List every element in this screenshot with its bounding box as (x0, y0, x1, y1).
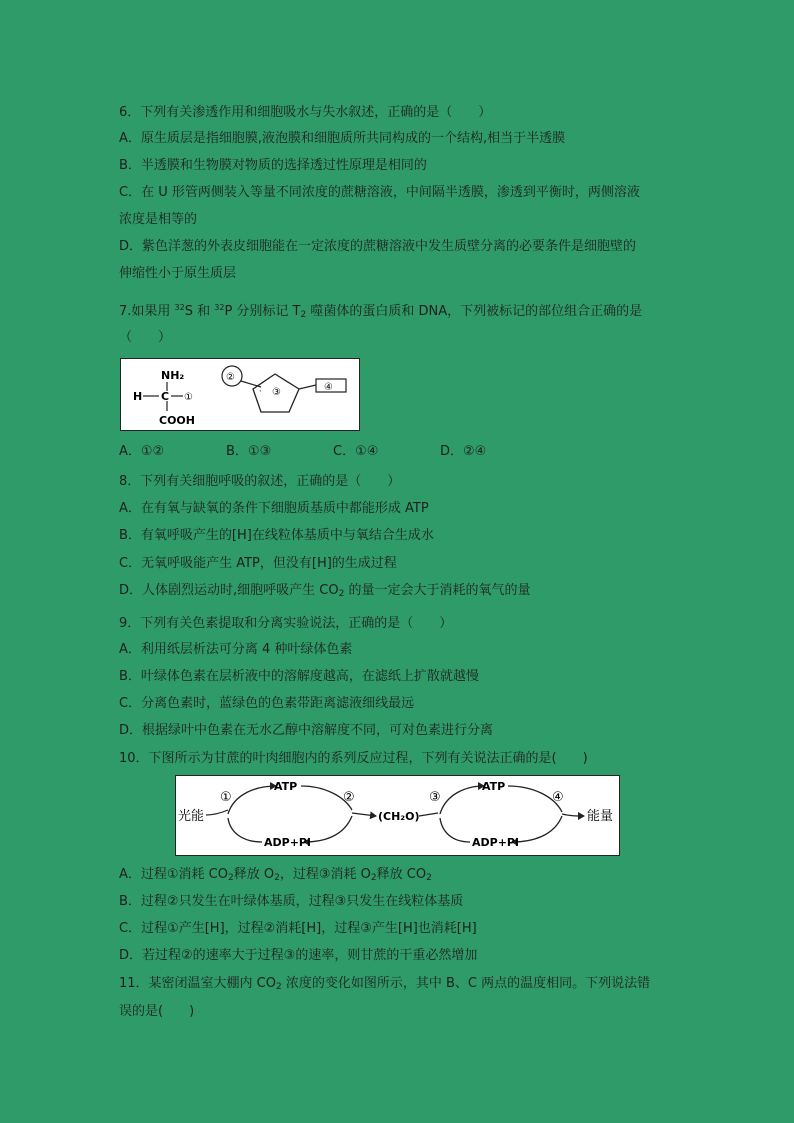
q7-stem-bracket: （ ） (119, 330, 172, 345)
atp-label-1: ATP (274, 780, 298, 793)
q6-option-b: B．半透膜和生物膜对物质的选择透过性原理是相同的 (119, 158, 427, 173)
c-label: C (161, 390, 170, 403)
q7-option-a: A．①② (119, 444, 165, 459)
q10-option-d: D．若过程②的速率大于过程③的速率，则甘蔗的干重必然增加 (119, 948, 478, 963)
marker-1: ① (184, 392, 193, 403)
energy-label: 能量 (587, 809, 614, 824)
h-label: H (133, 390, 143, 403)
q10-stem: 10．下图所示为甘蔗的叶肉细胞内的系列反应过程，下列有关说法正确的是( ) (119, 751, 588, 766)
q6-option-a: A．原生质层是指细胞膜,液泡膜和细胞质所共同构成的一个结构,相当于半透膜 (119, 131, 566, 146)
q11-stem: 11．某密闭温室大棚内 $CO_2$ 浓度的变化如图所示，其中 B、C 两点的温度相同。下列说法错 (119, 976, 651, 992)
q11-stem-line2: 误的是( ) (119, 1004, 195, 1019)
q7-option-d: D．②④ (440, 444, 487, 459)
q9-option-c: C．分离色素时，蓝绿色的色素带距离滤液细线最远 (119, 696, 415, 711)
adp-pi-label-2: ADP+Pi (472, 836, 519, 849)
q7-option-b: B．①③ (226, 444, 272, 459)
nh2-label: NH₂ (161, 369, 185, 382)
adp-pi-label-1: ADP+Pi (264, 836, 311, 849)
marker-3: ③ (272, 387, 281, 398)
q9-option-b: B．叶绿体色素在层析液中的溶解度越高，在滤纸上扩散就越慢 (119, 669, 479, 684)
marker-3: ③ (429, 790, 441, 805)
phosphorus-mass-number: 32 (214, 303, 225, 312)
marker-2: ② (343, 790, 355, 805)
q7-stem: 7.如果用 $^{32}$S 和 $^{32}$P 分别标记 $T_2$ 噬菌体的蛋白质和 DNA，下列被标记的部位组合正确的是 (119, 303, 643, 320)
atp-label-2: ATP (482, 780, 506, 793)
marker-4: ④ (324, 382, 333, 393)
marker-1: ① (220, 790, 232, 805)
q8-option-b: B．有氧呼吸产生的[H]在线粒体基质中与氧结合生成水 (119, 528, 434, 543)
q10-figure-reactions (175, 775, 620, 856)
q10-option-a: A．过程①消耗 $CO_2$释放 $O_2$，过程③消耗 $O_2$释放 $CO_2$ (119, 867, 432, 883)
svg-text:·: · (259, 387, 262, 396)
q6-option-c-line1: C．在 U 形管两侧装入等量不同浓度的蔗糖溶液，中间隔半透膜，渗透到平衡时，两侧溶液 (119, 185, 640, 200)
q8-option-a: A．在有氧与缺氧的条件下细胞质基质中都能形成 ATP (119, 501, 429, 516)
q9-option-a: A．利用纸层析法可分离 4 种叶绿体色素 (119, 642, 353, 657)
q9-option-d: D．根据绿叶中色素在无水乙醇中溶解度不同，可对色素进行分离 (119, 723, 494, 738)
cooh-label: COOH (159, 414, 195, 427)
q10-figure-svg (176, 776, 619, 855)
q6-stem: 6．下列有关渗透作用和细胞吸水与失水叙述，正确的是（ ） (119, 105, 492, 120)
q8-stem: 8．下列有关细胞呼吸的叙述，正确的是（ ） (119, 474, 401, 489)
q7-option-c: C．①④ (333, 444, 379, 459)
q9-stem: 9．下列有关色素提取和分离实验说法，正确的是（ ） (119, 616, 453, 631)
sulfur-mass-number: 32 (174, 303, 185, 312)
q7-figure-molecules (120, 358, 360, 431)
light-energy-label: 光能 (178, 809, 205, 824)
q7-options (119, 443, 486, 460)
q8-option-c: C．无氧呼吸能产生 ATP，但没有[H]的生成过程 (119, 556, 397, 571)
ch2o-label: (CH₂O) (378, 810, 420, 823)
q6-option-d-line2: 伸缩性小于原生质层 (119, 266, 237, 281)
q10-option-b: B．过程②只发生在叶绿体基质，过程③只发生在线粒体基质 (119, 894, 464, 909)
q10-option-c: C．过程①产生[H]，过程②消耗[H]，过程③产生[H]也消耗[H] (119, 921, 477, 936)
q8-option-d: D．人体剧烈运动时,细胞呼吸产生 $CO_2$ 的量一定会大于消耗的氧气的量 (119, 583, 531, 599)
q6-option-c-line2: 浓度是相等的 (119, 212, 198, 227)
q7-figure-svg (121, 359, 359, 430)
marker-2: ② (226, 372, 235, 383)
q6-option-d-line1: D．紫色洋葱的外表皮细胞能在一定浓度的蔗糖溶液中发生质壁分离的必要条件是细胞壁的 (119, 239, 637, 254)
marker-4: ④ (552, 790, 564, 805)
